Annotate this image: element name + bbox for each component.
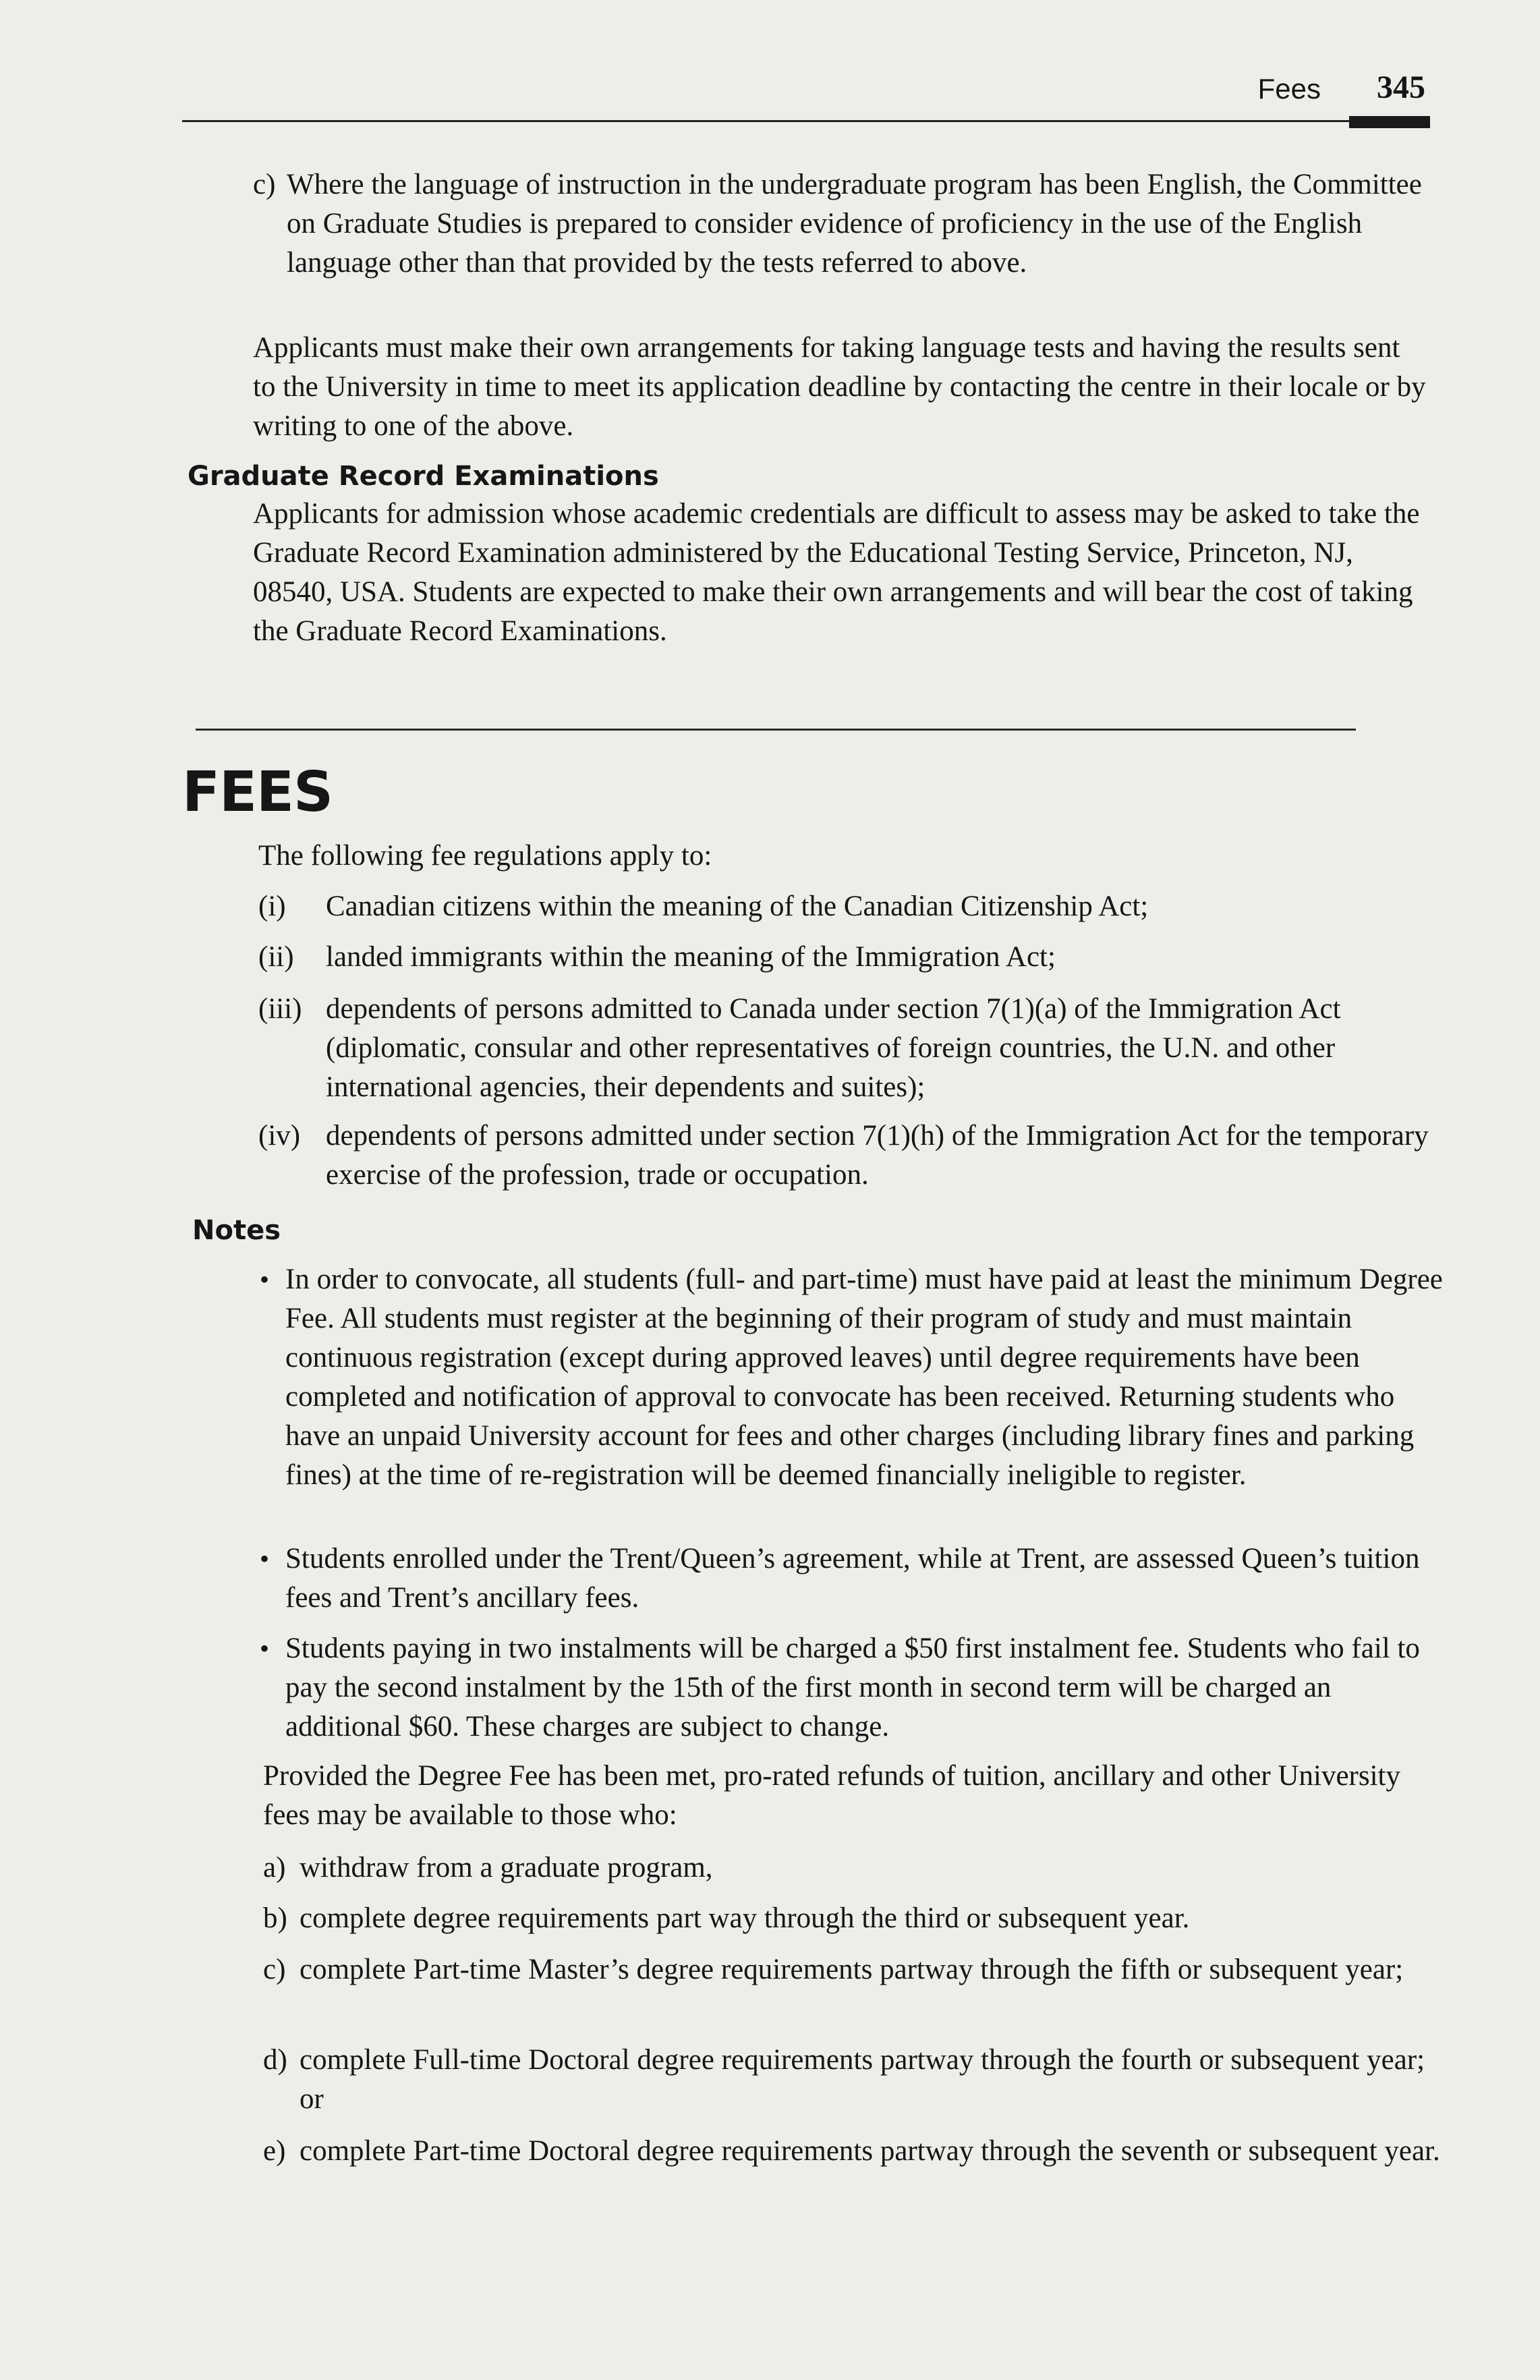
header-rule [182, 120, 1430, 122]
item-text: Where the language of instruction in the undergraduate program has been English, the Committee on Graduate Studies is prepared to consider evidence of proficiency in the use of the English language other than that provided by the tests referred to above. [287, 169, 1422, 279]
language-item-c [253, 165, 1440, 283]
list-text: Canadian citizens within the meaning of the Canadian Citizenship Act; [326, 890, 1149, 922]
list-marker: (ii) [258, 941, 294, 973]
list-text: dependents of persons admitted under section 7(1)(h) of the Immigration Act for the temporary exercise of the profession, trade or occupation. [326, 1120, 1429, 1191]
refund-intro: Provided the Degree Fee has been met, pro-rated refunds of tuition, ancillary and other University fees may be available to those who: [263, 1760, 1401, 1831]
fees-list-item [258, 887, 1432, 926]
note-text: Students enrolled under the Trent/Queen’s agreement, while at Trent, are assessed Queen’s tuition fees and Trent’s ancillary fees. [285, 1543, 1420, 1614]
note-text: In order to convocate, all students (full- and part-time) must have paid at least the minimum Degree Fee. All students must register at the beginning of their program of study and must maintain continuous registration (except during approved leaves) until degree requirements have been completed and notification of approval to convocate has been received. Returning students who have an unpaid University account for fees and other charges (including library fines and parking fines) at the time of re-registration will be deemed financially ineligible to register. [285, 1264, 1443, 1491]
refund-list-item [263, 1899, 1450, 1938]
running-head-section: Fees [1257, 73, 1321, 105]
list-text: dependents of persons admitted to Canada under section 7(1)(a) of the Immigration Act (diplomatic, consular and other representatives of foreign countries, the U.N. and other international agencies, their dependents and suites); [326, 993, 1341, 1103]
bullet-icon: • [260, 1264, 270, 1295]
notes-list-item [260, 1260, 1447, 1495]
list-marker: (iii) [258, 993, 302, 1025]
fees-list-item [258, 990, 1432, 1107]
refund-text: complete Full-time Doctoral degree requirements partway through the fourth or subsequent year; or [300, 2044, 1425, 2115]
fees-title: FEES [182, 760, 333, 824]
page-header [182, 67, 1452, 121]
note-text: Students paying in two instalments will be charged a $50 first instalment fee. Students who fail to pay the second instalment by the 15th of the first month in second term will be charged an additional $60. These charges are subject to change. [285, 1633, 1420, 1743]
gre-paragraph: Applicants for admission whose academic credentials are difficult to assess may be asked to take the Graduate Record Examination administered by the Educational Testing Service, Princeton, NJ, 08540, USA. Students are expected to make their own arrangements and will bear the cost of taking the Graduate Record Examinations. [253, 498, 1420, 647]
refund-text: complete Part-time Master’s degree requirements partway through the fifth or subsequent year; [300, 1954, 1404, 1985]
refund-text: complete Part-time Doctoral degree requirements partway through the seventh or subsequent year. [300, 2135, 1440, 2167]
list-marker: b) [263, 1902, 287, 1934]
refund-text: withdraw from a graduate program, [300, 1852, 713, 1883]
refund-text: complete degree requirements part way through the third or subsequent year. [300, 1902, 1190, 1934]
list-marker: e) [263, 2135, 286, 2167]
header-thumb-tab [1349, 116, 1430, 128]
fees-list-item [258, 938, 1432, 977]
item-marker: c) [253, 169, 276, 200]
bullet-icon: • [260, 1633, 270, 1664]
notes-heading: Notes [192, 1215, 281, 1246]
list-text: landed immigrants within the meaning of the Immigration Act; [326, 941, 1056, 973]
refund-list-item [263, 2132, 1450, 2171]
page-number: 345 [1377, 69, 1425, 105]
list-marker: c) [263, 1954, 286, 1985]
arrangements-paragraph: Applicants must make their own arrangements for taking language tests and having the results sent to the University in time to meet its application deadline by contacting the centre in their locale or by writing to one of the above. [253, 332, 1426, 442]
refund-list-item [263, 2041, 1450, 2119]
notes-list-item [260, 1629, 1447, 1747]
list-marker: a) [263, 1852, 286, 1883]
fees-list-item [258, 1116, 1432, 1195]
list-marker: (i) [258, 890, 286, 922]
refund-list-item [263, 1848, 1450, 1888]
fees-intro: The following fee regulations apply to: [258, 840, 712, 872]
refund-list-item [263, 1950, 1450, 1989]
bullet-icon: • [260, 1543, 270, 1574]
gre-heading: Graduate Record Examinations [188, 461, 659, 492]
notes-list-item [260, 1539, 1447, 1618]
list-marker: (iv) [258, 1120, 301, 1152]
section-divider [196, 729, 1356, 731]
list-marker: d) [263, 2044, 287, 2076]
